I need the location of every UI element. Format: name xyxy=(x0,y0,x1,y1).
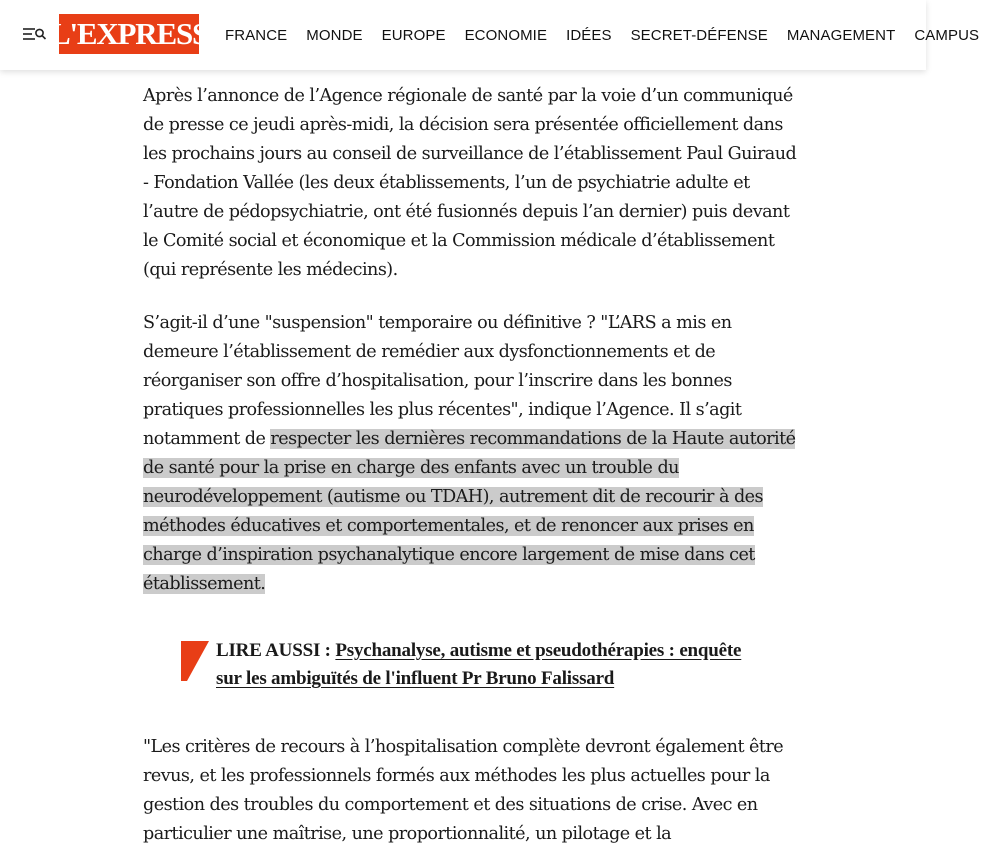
read-also-label: LIRE AUSSI : xyxy=(216,640,331,661)
site-header xyxy=(0,0,980,70)
article-paragraph: "Les critères de recours à l’hospitalisation complète devront également être revus, et les professionnels formés aux méthodes les plus actuelles pour la gestion des troubles du comportement et des situations de crise. Avec en particulier une maîtrise, une proportionnalité, un pilotage et la xyxy=(143,737,784,844)
highlighted-text-selection[interactable]: respecter les dernières recommandations de la Haute autorité de santé pour la prise en charge des enfants avec un trouble du neurodéveloppement (autisme ou TDAH), autrement dit de recourir à des méthodes éducatives et comportementales, et de renoncer aux prises en charge d’inspiration psychanalytique encore largement de mise dans cet établissement. xyxy=(143,429,796,594)
paragraph-text: S’agit-il d’une "suspension" temporaire ou définitive ? "L’ARS a mis en demeure l’établissement de remédier aux dysfonctionnements et de réorganiser son offre d’hospitalisation, pour l’inscrire dans les bonnes pratiques professionnelles les plus récentes", indique l’Agence. Il s’agit notamment de xyxy=(143,313,742,449)
read-also-text xyxy=(216,637,761,693)
read-also-flag-icon xyxy=(181,641,209,681)
nav-item-secret-defense[interactable]: SECRET-DÉFENSE xyxy=(630,26,768,44)
read-also-block xyxy=(181,637,761,693)
nav-item-europe[interactable]: EUROPE xyxy=(381,26,446,44)
article-paragraph xyxy=(143,309,803,599)
article-body xyxy=(143,82,803,849)
main-nav xyxy=(225,0,998,70)
menu-search-icon[interactable] xyxy=(22,24,48,44)
nav-item-france[interactable]: FRANCE xyxy=(225,26,288,44)
read-also-link[interactable]: Psychanalyse, autisme et pseudothérapies : enquête sur les ambiguïtés de l'influent Pr Bruno Falissard xyxy=(216,640,742,689)
article-paragraph: Après l’annonce de l’Agence régionale de santé par la voie d’un communiqué de presse ce jeudi après-midi, la décision sera présentée officiellement dans les prochains jours au conseil de surveillance de l’établissement Paul Guiraud - Fondation Vallée (les deux établissements, l’un de psychiatrie adulte et l’autre de pédopsychiatrie, ont été fusionnés depuis l’an dernier) puis devant le Comité social et économique et la Commission médicale d’établissement (qui représente les médecins). xyxy=(143,86,797,280)
nav-item-economie[interactable]: ECONOMIE xyxy=(464,26,548,44)
nav-item-management[interactable]: MANAGEMENT xyxy=(786,26,896,44)
nav-item-idees[interactable]: IDÉES xyxy=(566,26,612,44)
site-logo[interactable]: L'EXPRESS xyxy=(59,14,199,54)
nav-item-monde[interactable]: MONDE xyxy=(306,26,363,44)
nav-item-campus[interactable]: CAMPUS xyxy=(914,26,980,44)
